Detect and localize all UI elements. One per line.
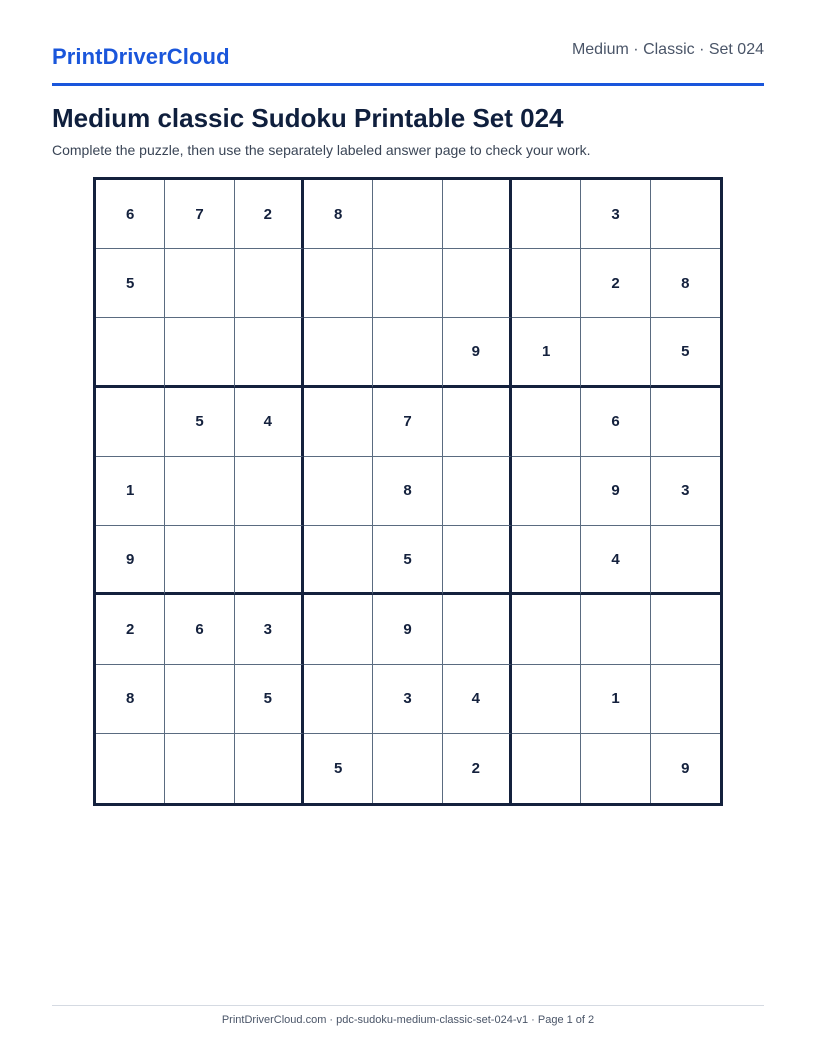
page-footer: PrintDriverCloud.com · pdc-sudoku-medium-classic-set-024-v1 · Page 1 of 2 — [221, 1014, 595, 1026]
sudoku-cell — [651, 595, 720, 664]
sudoku-cell: 4 — [235, 388, 304, 457]
sudoku-cell: 2 — [96, 595, 165, 664]
sudoku-cell — [165, 318, 234, 387]
sudoku-cell — [651, 665, 720, 734]
header-divider — [52, 83, 764, 86]
sudoku-cell — [512, 526, 581, 595]
sudoku-cell: 2 — [235, 180, 304, 249]
sudoku-cell: 2 — [581, 249, 650, 318]
sudoku-cell: 3 — [235, 595, 304, 664]
sudoku-cell — [165, 526, 234, 595]
sudoku-cell — [512, 249, 581, 318]
sudoku-cell — [304, 595, 373, 664]
sudoku-cell: 9 — [681, 759, 690, 777]
sudoku-cell — [512, 734, 581, 803]
sudoku-cell — [581, 734, 650, 803]
sudoku-cell: 5 — [96, 249, 165, 318]
sudoku-cell — [373, 734, 442, 803]
sudoku-cell — [651, 180, 720, 249]
footer-divider — [52, 1005, 764, 1006]
sudoku-cell — [443, 249, 512, 318]
sudoku-cell — [443, 526, 512, 595]
sudoku-cell: 7 — [373, 388, 442, 457]
sudoku-cell: 1 — [512, 318, 581, 387]
sudoku-cell — [443, 180, 512, 249]
sudoku-cell — [304, 457, 373, 526]
sudoku-cell: 5 — [165, 388, 234, 457]
sudoku-cell — [512, 595, 581, 664]
page-title: Medium classic Sudoku Printable Set 024 — [52, 103, 564, 133]
sudoku-cell — [304, 388, 373, 457]
sudoku-cell: 8 — [96, 665, 165, 734]
sudoku-cell — [235, 526, 304, 595]
sudoku-cell: 9 — [373, 595, 442, 664]
sudoku-cell: 8 — [304, 180, 373, 249]
sudoku-cell — [512, 457, 581, 526]
sudoku-cell: 3 — [581, 180, 650, 249]
sudoku-cell — [512, 180, 581, 249]
sudoku-cell — [235, 249, 304, 318]
sudoku-cell — [96, 318, 165, 387]
puzzle-meta: Medium · Classic · Set 024 — [571, 41, 764, 58]
sudoku-cell — [96, 734, 165, 803]
sudoku-cell: 9 — [443, 318, 512, 387]
sudoku-cell — [581, 318, 650, 387]
sudoku-cell — [443, 457, 512, 526]
sudoku-cell: 6 — [165, 595, 234, 664]
sudoku-cell — [96, 388, 165, 457]
sudoku-cell — [581, 595, 650, 664]
sudoku-cell — [443, 388, 512, 457]
sudoku-cell: 2 — [443, 734, 512, 803]
sudoku-cell — [651, 388, 720, 457]
sudoku-cell — [304, 526, 373, 595]
sudoku-cell: 7 — [165, 180, 234, 249]
brand-logo: PrintDriverCloud — [52, 44, 230, 69]
sudoku-cell — [304, 318, 373, 387]
sudoku-cell — [443, 595, 512, 664]
sudoku-cell — [165, 734, 234, 803]
sudoku-cell — [373, 249, 442, 318]
sudoku-cell — [235, 318, 304, 387]
sudoku-cell — [512, 665, 581, 734]
sudoku-cell: 9 — [581, 457, 650, 526]
sudoku-cell — [235, 734, 304, 803]
sudoku-cell: 5 — [373, 526, 442, 595]
sudoku-cell — [235, 457, 304, 526]
sudoku-cell: 9 — [96, 526, 165, 595]
sudoku-cell: 3 — [651, 457, 720, 526]
sudoku-cell: 5 — [235, 665, 304, 734]
sudoku-cell: 3 — [373, 665, 442, 734]
sudoku-cell — [512, 388, 581, 457]
sudoku-cell: 4 — [443, 665, 512, 734]
sudoku-cell — [651, 526, 720, 595]
sudoku-cell — [165, 249, 234, 318]
sudoku-cell: 8 — [373, 457, 442, 526]
sudoku-cell: 1 — [96, 457, 165, 526]
sudoku-cell: 6 — [581, 388, 650, 457]
sudoku-cell — [304, 665, 373, 734]
sudoku-cell: 5 — [651, 318, 720, 387]
sudoku-cell: 5 — [304, 734, 373, 803]
sudoku-cell: 1 — [581, 665, 650, 734]
sudoku-cell — [373, 318, 442, 387]
sudoku-cell: 6 — [96, 180, 165, 249]
sudoku-cell: 8 — [651, 249, 720, 318]
sudoku-cell: 4 — [581, 526, 650, 595]
page-subtitle: Complete the puzzle, then use the separately labeled answer page to check your work. — [52, 142, 591, 158]
sudoku-cell — [165, 457, 234, 526]
sudoku-cell — [165, 665, 234, 734]
sudoku-cell — [304, 249, 373, 318]
sudoku-grid — [93, 177, 723, 806]
sudoku-cell — [373, 180, 442, 249]
